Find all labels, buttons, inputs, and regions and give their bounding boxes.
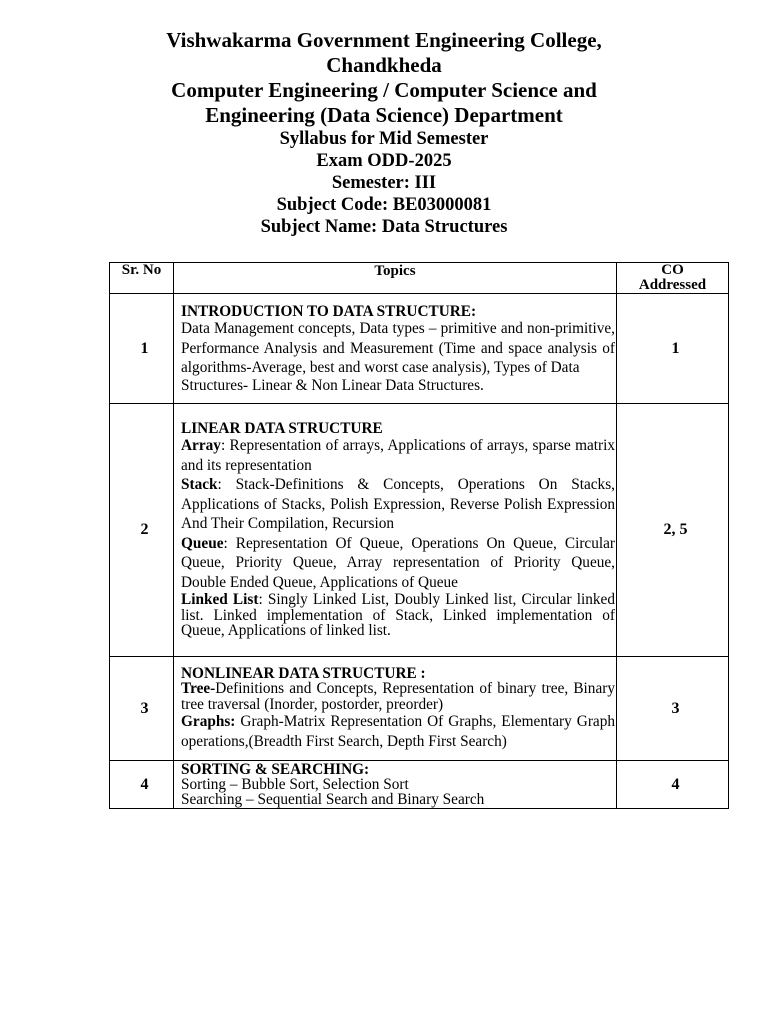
tree-label: Tree- bbox=[181, 680, 216, 697]
department-line1: Computer Engineering / Computer Science and bbox=[171, 78, 597, 102]
table-row bbox=[110, 294, 729, 404]
exam-title: Exam ODD-2025 bbox=[316, 151, 452, 171]
row-topics bbox=[174, 294, 617, 404]
topic-text: Structures- Linear & Non Linear Data Structures. bbox=[181, 376, 484, 394]
linked-list-topic bbox=[181, 592, 615, 639]
array-topic bbox=[181, 436, 615, 475]
header-addressed: Addressed bbox=[638, 277, 707, 293]
subject-code: Subject Code: BE03000081 bbox=[276, 195, 492, 215]
linked-list-text: : Singly Linked List, Doubly Linked list, Circular linked list. Linked implementation of Stack, Linked implementation of Queue, Applications of linked list. bbox=[181, 591, 615, 640]
header-co: CO bbox=[661, 262, 684, 278]
row-topics bbox=[174, 657, 617, 761]
queue-topic bbox=[181, 534, 615, 593]
row-number: 4 bbox=[110, 761, 174, 809]
row-number: 3 bbox=[110, 657, 174, 761]
subject-name: Subject Name: Data Structures bbox=[260, 217, 508, 237]
row-topics bbox=[174, 761, 617, 809]
queue-label: Queue bbox=[181, 534, 224, 552]
department-line2: Engineering (Data Science) Department bbox=[205, 103, 563, 127]
header-sr-no: Sr. No bbox=[110, 263, 174, 294]
section-title: SORTING & SEARCHING: bbox=[181, 760, 370, 778]
table-row bbox=[110, 761, 729, 809]
array-label: Array bbox=[181, 437, 221, 455]
section-title: INTRODUCTION TO DATA STRUCTURE: bbox=[181, 303, 477, 320]
semester: Semester: III bbox=[331, 173, 437, 193]
tree-topic bbox=[181, 681, 615, 712]
header-topics: Topics bbox=[174, 263, 617, 294]
stack-label: Stack bbox=[181, 476, 218, 494]
syllabus-table bbox=[109, 262, 729, 809]
document-header bbox=[0, 28, 768, 238]
header-co-addressed bbox=[617, 263, 729, 294]
topic-text: Data Management concepts, Data types – primitive and non-primitive, Performance Analysis and Measurement (Time and space analysis of algorithms-Average, best and worst case analysis), Types of Data bbox=[181, 320, 615, 376]
co-addressed: 3 bbox=[617, 657, 729, 761]
syllabus-title: Syllabus for Mid Semester bbox=[279, 129, 489, 149]
row-number: 1 bbox=[110, 294, 174, 404]
tree-text: Definitions and Concepts, Representation of binary tree, Binary tree traversal (Inorder, postorder, preorder) bbox=[181, 680, 615, 713]
college-name-line1: Vishwakarma Government Engineering College, bbox=[166, 28, 602, 52]
row-topics bbox=[174, 404, 617, 657]
searching-text: Searching – Sequential Search and Binary Search bbox=[181, 791, 485, 808]
co-addressed: 4 bbox=[617, 761, 729, 809]
linked-list-label: Linked List bbox=[181, 591, 259, 609]
table-row bbox=[110, 404, 729, 657]
stack-topic bbox=[181, 475, 615, 534]
college-name-line2: Chandkheda bbox=[326, 53, 442, 77]
graphs-text: Graph-Matrix Representation Of Graphs, Elementary Graph operations,(Breadth First Search, Depth First Search) bbox=[181, 713, 615, 750]
co-addressed: 2, 5 bbox=[617, 404, 729, 657]
array-text: : Representation of arrays, Applications of arrays, sparse matrix and its representation bbox=[181, 437, 615, 474]
graphs-topic bbox=[181, 712, 615, 751]
row-number: 2 bbox=[110, 404, 174, 657]
section-title: LINEAR DATA STRUCTURE bbox=[181, 420, 383, 438]
table-header-row bbox=[110, 263, 729, 294]
graphs-label: Graphs: bbox=[181, 713, 236, 730]
stack-text: : Stack-Definitions & Concepts, Operations On Stacks, Applications of Stacks, Polish Expression, Reverse Polish Expression And Their Compilation, Recursion bbox=[181, 476, 615, 533]
section-title: NONLINEAR DATA STRUCTURE : bbox=[181, 665, 426, 682]
sorting-text: Sorting – Bubble Sort, Selection Sort bbox=[181, 775, 409, 793]
co-addressed: 1 bbox=[617, 294, 729, 404]
queue-text: : Representation Of Queue, Operations On Queue, Circular Queue, Priority Queue, Array representation of Priority Queue, Double Ended Queue, Applications of Queue bbox=[181, 534, 615, 591]
table-row bbox=[110, 657, 729, 761]
